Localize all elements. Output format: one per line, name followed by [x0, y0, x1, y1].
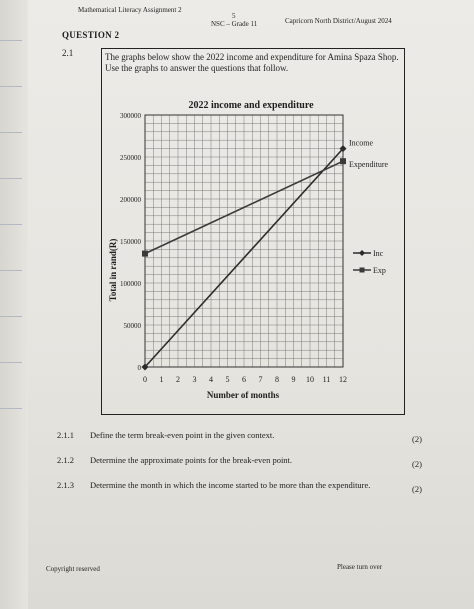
y-tick-label: 0: [137, 364, 141, 372]
y-tick-label: 250000: [120, 154, 141, 162]
x-tick-label: 10: [306, 375, 314, 384]
legend-label: Inc: [373, 249, 384, 258]
binder-line: [0, 362, 22, 363]
x-tick-label: 5: [225, 375, 230, 384]
series-end-label: Income: [349, 138, 373, 148]
x-tick-label: 2: [176, 375, 180, 384]
chart-title: 2022 income and expenditure: [188, 100, 314, 111]
x-tick-label: 1: [159, 375, 164, 384]
sub-question-number: 2.1.2: [57, 455, 74, 465]
question-title: QUESTION 2: [62, 30, 120, 40]
data-point-exp: [142, 251, 148, 257]
x-tick-label: 3: [192, 375, 197, 384]
income-expenditure-chart: [100, 90, 406, 410]
header-district: Capricorn North District/August 2024: [285, 17, 392, 25]
y-tick-label: 100000: [120, 280, 141, 288]
chart-legend: [353, 249, 386, 275]
binder-line: [0, 40, 22, 41]
x-tick-label: 7: [258, 375, 263, 384]
x-tick-label: 0: [143, 375, 147, 384]
x-tick-label: 11: [322, 375, 331, 384]
chart-tick-labels: [120, 112, 347, 384]
y-tick-label: 50000: [123, 322, 141, 330]
binder-line: [0, 408, 22, 409]
binder-line: [0, 132, 22, 133]
question-number: 2.1: [62, 48, 74, 58]
binder-line: [0, 86, 22, 87]
x-tick-label: 12: [339, 375, 347, 384]
intro-line-1: The graphs below show the 2022 income and expenditure for Amina Spaza Shop.: [105, 52, 399, 62]
legend-square-icon: [360, 268, 365, 273]
sub-question-text: Determine the month in which the income started to be more than the expenditure.: [90, 480, 371, 490]
x-tick-label: 9: [291, 375, 296, 384]
y-tick-label: 150000: [120, 238, 141, 246]
binder-margin: [0, 0, 28, 609]
binder-line: [0, 224, 22, 225]
sub-question-number: 2.1.1: [57, 430, 74, 440]
y-axis-label: Total in rand(R): [108, 238, 118, 302]
binder-line: [0, 270, 22, 271]
sub-question-marks: (2): [412, 434, 422, 444]
data-point-exp: [340, 158, 346, 164]
x-tick-label: 8: [275, 375, 279, 384]
sub-question-text: Determine the approximate points for the break-even point.: [90, 455, 293, 465]
sub-question-marks: (2): [412, 459, 422, 469]
header-subject: Mathematical Literacy Assignment 2: [78, 6, 182, 14]
x-tick-label: 4: [209, 375, 213, 384]
header-grade: NSC – Grade 11: [211, 20, 258, 28]
legend-label: Exp: [373, 266, 386, 275]
footer-copyright: Copyright reserved: [46, 565, 100, 573]
header-page-number: 5: [232, 12, 236, 20]
series-end-label: Expenditure: [349, 160, 389, 170]
binder-line: [0, 316, 22, 317]
legend-diamond-icon: [359, 250, 365, 256]
sub-question-marks: (2): [412, 484, 422, 494]
chart-grid: [145, 115, 343, 367]
chart-series: [142, 139, 389, 371]
question-intro: [105, 52, 403, 74]
binder-line: [0, 178, 22, 179]
intro-line-2: Use the graphs to answer the questions that follow.: [105, 63, 289, 73]
y-tick-label: 200000: [120, 196, 141, 204]
x-axis-label: Number of months: [206, 390, 280, 400]
sub-question-number: 2.1.3: [57, 480, 74, 490]
y-tick-label: 300000: [120, 112, 141, 120]
sub-question-text: Define the term break-even point in the given context.: [90, 430, 275, 440]
x-tick-label: 6: [242, 375, 246, 384]
footer-turn-over: Please turn over: [337, 563, 383, 571]
